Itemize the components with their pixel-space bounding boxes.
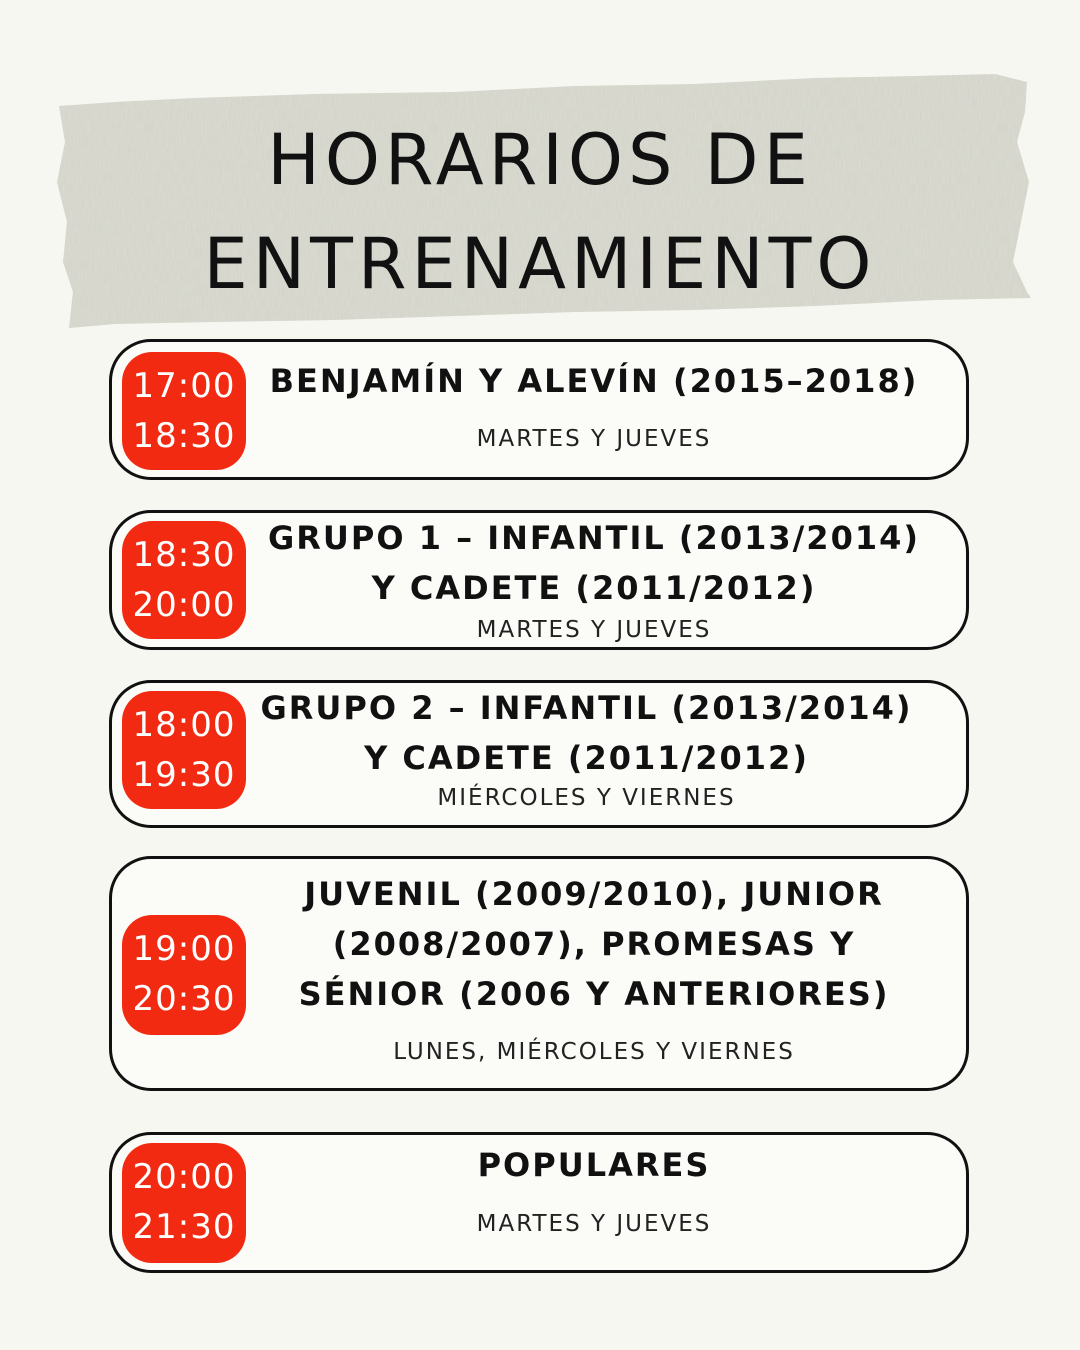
- schedule-card-populares: [109, 1132, 969, 1273]
- group-line: SÉNIOR (2006 Y ANTERIORES): [298, 975, 890, 1013]
- end-time: 18:30: [132, 416, 236, 456]
- schedule-card-grupo-2: [109, 680, 969, 828]
- training-days: MARTES Y JUEVES: [476, 1211, 712, 1237]
- training-days: MARTES Y JUEVES: [476, 617, 712, 643]
- group-line: Y CADETE (2011/2012): [364, 739, 809, 777]
- start-time: 18:00: [132, 705, 236, 745]
- group-line: POPULARES: [477, 1146, 711, 1184]
- schedule-card-juvenil-senior: [109, 856, 969, 1091]
- group-name: [237, 683, 936, 783]
- time-badge: [122, 352, 246, 470]
- end-time: 20:00: [132, 585, 236, 625]
- start-time: 20:00: [132, 1157, 236, 1197]
- training-days: MIÉRCOLES Y VIERNES: [437, 785, 736, 811]
- group-name: [252, 513, 936, 613]
- title-line-1: HORARIOS DE: [267, 119, 813, 201]
- group-name: [252, 869, 936, 1019]
- group-line: JUVENIL (2009/2010), JUNIOR: [304, 875, 884, 913]
- end-time: 19:30: [132, 755, 236, 795]
- training-days: MARTES Y JUEVES: [476, 426, 712, 452]
- start-time: 19:00: [132, 929, 236, 969]
- title-line-2: ENTRENAMIENTO: [203, 223, 877, 305]
- end-time: 20:30: [132, 979, 236, 1019]
- training-days: LUNES, MIÉRCOLES Y VIERNES: [393, 1039, 795, 1065]
- time-badge: [122, 915, 246, 1035]
- group-line: GRUPO 1 – INFANTIL (2013/2014): [268, 519, 920, 557]
- group-line: Y CADETE (2011/2012): [371, 569, 817, 607]
- time-badge: [122, 691, 246, 809]
- start-time: 17:00: [132, 366, 236, 406]
- group-line: GRUPO 2 – INFANTIL (2013/2014): [260, 689, 913, 727]
- group-line: BENJAMÍN Y ALEVÍN (2015–2018): [269, 362, 919, 400]
- group-name: [252, 356, 936, 406]
- time-badge: [122, 1143, 246, 1263]
- group-line: (2008/2007), PROMESAS Y: [332, 925, 856, 963]
- start-time: 18:30: [132, 535, 236, 575]
- group-name: [252, 1140, 936, 1190]
- end-time: 21:30: [132, 1207, 236, 1247]
- schedule-card-benjamin-alevin: [109, 339, 969, 480]
- page-title: [0, 108, 1080, 316]
- time-badge: [122, 521, 246, 639]
- schedule-card-grupo-1: [109, 510, 969, 650]
